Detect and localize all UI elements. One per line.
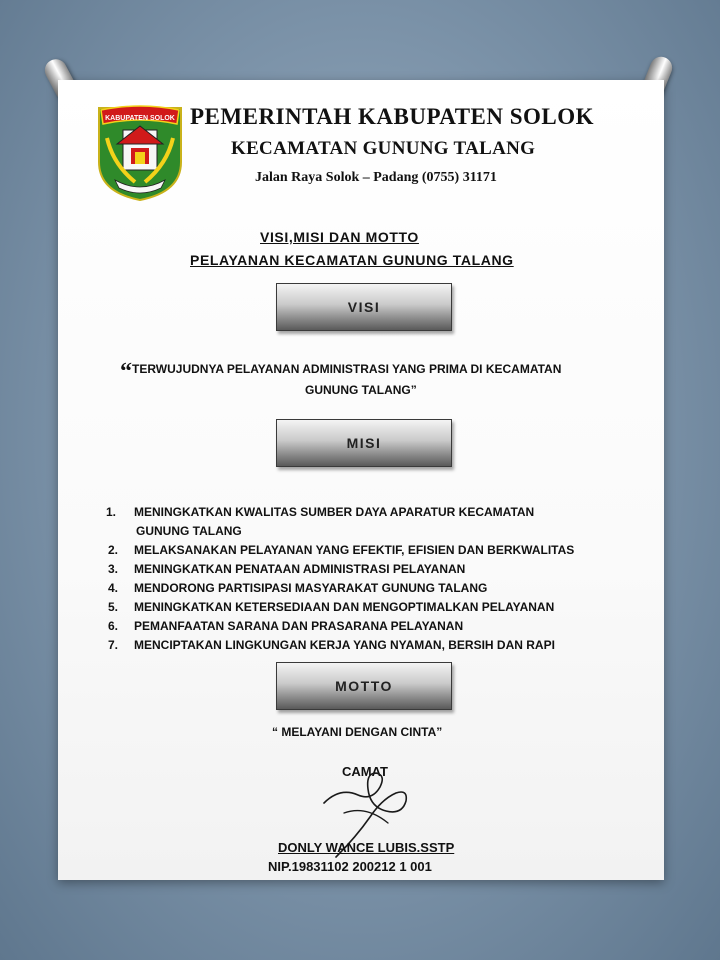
misi-item-number: 4. [108, 581, 119, 595]
logo-banner-text: KABUPATEN SOLOK [105, 115, 175, 122]
misi-item-text: MENINGKATKAN KWALITAS SUMBER DAYA APARATUR KECAMATAN [134, 505, 535, 519]
misi-item-number: 1. [106, 505, 117, 519]
misi-item-2 [104, 541, 624, 560]
visi-open-quote: “ [120, 359, 132, 385]
misi-item-number: 5. [108, 600, 119, 614]
misi-item-text: MENINGKATKAN KETERSEDIAAN DAN MENGOPTIMALKAN PELAYANAN [134, 600, 555, 614]
motto-text: “ MELAYANI DENGAN CINTA” [272, 725, 443, 739]
document-title-line1: VISI,MISI DAN MOTTO [260, 229, 419, 245]
visi-line2: GUNUNG TALANG” [305, 383, 417, 397]
document-title-line2: PELAYANAN KECAMATAN GUNUNG TALANG [190, 252, 514, 268]
signatory-nip: NIP.19831102 200212 1 001 [268, 859, 432, 874]
misi-item-text-continued: GUNUNG TALANG [136, 524, 242, 538]
misi-item-text: MELAKSANAKAN PELAYANAN YANG EFEKTIF, EFISIEN DAN BERKWALITAS [134, 543, 575, 557]
motto-heading: MOTTO [335, 678, 393, 694]
misi-item-number: 3. [108, 562, 119, 576]
visi-heading-box [276, 283, 452, 331]
misi-item-1 [104, 503, 624, 541]
visi-statement [120, 360, 610, 399]
motto-heading-box [276, 662, 452, 710]
misi-list [104, 503, 624, 655]
visi-heading: VISI [347, 299, 381, 315]
kabupaten-solok-emblem-icon [95, 104, 185, 202]
visi-line1: TERWUJUDNYA PELAYANAN ADMINISTRASI YANG PRIMA DI KECAMATAN [132, 362, 562, 376]
misi-item-text: PEMANFAATAN SARANA DAN PRASARANA PELAYANAN [134, 619, 464, 633]
misi-item-3 [104, 560, 624, 579]
misi-heading-box [276, 419, 452, 467]
misi-item-6 [104, 617, 624, 636]
misi-item-text: MENDORONG PARTISIPASI MASYARAKAT GUNUNG TALANG [134, 581, 488, 595]
misi-item-number: 6. [108, 619, 119, 633]
misi-item-text: MENCIPTAKAN LINGKUNGAN KERJA YANG NYAMAN, BERSIH DAN RAPI [134, 638, 555, 652]
misi-item-7 [104, 636, 624, 655]
misi-item-number: 2. [108, 543, 119, 557]
header-government-name: PEMERINTAH KABUPATEN SOLOK [190, 104, 595, 129]
header-district-name: KECAMATAN GUNUNG TALANG [231, 138, 536, 159]
signatory-title: CAMAT [342, 764, 388, 779]
header-address: Jalan Raya Solok – Padang (0755) 31171 [255, 170, 497, 185]
misi-item-5 [104, 598, 624, 617]
signatory-name: DONLY WANCE LUBIS.SSTP [278, 840, 455, 855]
misi-heading: MISI [346, 435, 382, 451]
misi-item-text: MENINGKATKAN PENATAAN ADMINISTRASI PELAYANAN [134, 562, 466, 576]
misi-item-4 [104, 579, 624, 598]
misi-item-number: 7. [108, 638, 119, 652]
